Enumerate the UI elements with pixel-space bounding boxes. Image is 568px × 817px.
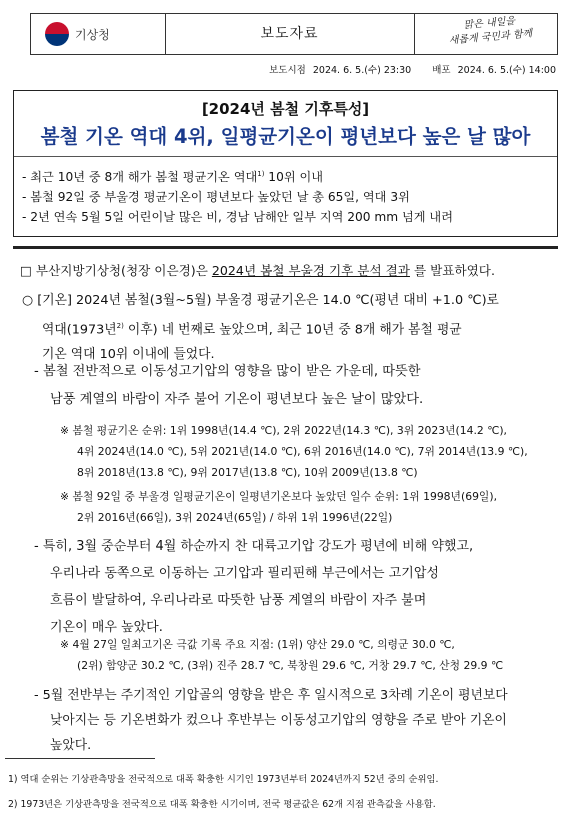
footnote-divider bbox=[5, 758, 155, 759]
main-title: 봄철 기온 역대 4위, 일평균기온이 평년보다 높은 날 많아 bbox=[40, 125, 531, 148]
temperature-paragraph: ○ [기온] 2024년 봄철(3월~5월) 부울경 평균기온은 14.0 ℃(평년 대비 +1.0 ℃)로 역대(1973년$^{2)}$ 이후) 네 번째로 높았으며, 최근 10년 중 8개 해가 봄철 평균 기온 역대 10위 이내에 들었다. bbox=[22, 293, 499, 363]
summary-bullet: - 봄철 92일 중 부울경 평균기온이 평년보다 높았던 날 총 65일, 역대 3위 bbox=[22, 190, 410, 205]
agency-logo bbox=[45, 22, 110, 46]
release-label: 보도시점 bbox=[269, 65, 306, 76]
slogan bbox=[425, 11, 555, 50]
summary-bullet: - 2년 연속 5월 5일 어린이날 많은 비, 경남 남해안 일부 지역 200 mm 넘게 내려 bbox=[22, 210, 453, 225]
subtitle: [2024년 봄철 기후특성] bbox=[201, 100, 370, 118]
summary-bullet: - 최근 10년 중 8개 해가 봄철 평균기온 역대$^{1)}$ 10위 이내 bbox=[22, 170, 324, 185]
slogan-line: 새롭게 국민과 함께 bbox=[448, 28, 533, 47]
note-ranking: ※ 봄철 평균기온 순위: 1위 1998년(14.4 ℃), 2위 2022년(14.3 ℃), 3위 2023년(14.2 ℃), 4위 2024년(14.0 ℃), 5위 2021년(14.0 ℃), 6위 2016년(14.0 ℃), 7위 2014년(13.9 ℃), 8위 2018년(13.8 ℃), 9위 2017년(13.8 ℃), 10위 2009년(13.8 ℃) bbox=[60, 424, 528, 479]
distribution-label: 배포 bbox=[432, 65, 451, 76]
header-divider bbox=[414, 14, 415, 54]
press-release-title: 보도자료 bbox=[260, 26, 319, 42]
summary-bullets bbox=[22, 164, 552, 227]
header-box bbox=[30, 13, 558, 55]
footnote: 2) 1973년은 기상관측망을 전국적으로 대폭 확충한 시기이며, 전국 평균값은 62개 지점 관측값을 사용함. bbox=[8, 799, 436, 810]
note-warm-days: ※ 봄철 92일 중 부울경 일평균기온이 일평년기온보다 높았던 일수 순위: 1위 1998년(69일), 2위 2016년(66일), 3위 2024년(65일) / 하위 1위 1996년(22일) bbox=[60, 490, 498, 524]
distribution-time: 2024. 6. 5.(수) 14:00 bbox=[457, 65, 556, 76]
sub-paragraph: - 5월 전반부는 주기적인 기압골의 영향을 받은 후 일시적으로 3차례 기온이 평년보다 낮아지는 등 기온변화가 컸으나 후반부는 이동성고기압의 영향을 주로 받아 기온이 높았다. bbox=[34, 688, 508, 753]
sub-paragraph: - 특히, 3월 중순부터 4월 하순까지 찬 대륙고기압 강도가 평년에 비해 약했고, 우리나라 동쪽으로 이동하는 고기압과 필리핀해 부근에서는 고기압성 흐름이 발달하여, 우리나라로 따뜻한 남풍 계열의 바람이 자주 불며 기온이 매우 높았다. bbox=[34, 539, 474, 635]
taeguk-icon bbox=[45, 22, 69, 46]
intro-paragraph: □ 부산지방기상청(청장 이은경)은 2024년 봄철 부울경 기후 분석 결과 를 발표하였다. bbox=[20, 263, 495, 278]
release-info bbox=[265, 62, 556, 76]
slogan-line: 맑은 내일을 bbox=[463, 15, 516, 32]
agency-name: 기상청 bbox=[75, 27, 110, 42]
intro-highlight: 2024년 봄철 부울경 기후 분석 결과 bbox=[211, 263, 410, 278]
title-box bbox=[13, 90, 558, 237]
title-divider bbox=[14, 156, 557, 157]
note-record-highs: ※ 4월 27일 일최고기온 극값 기록 주요 지점: (1위) 양산 29.0 ℃, 의령군 30.0 ℃, (2위) 함양군 30.2 ℃, (3위) 진주 28.7 ℃, 북창원 29.6 ℃, 거창 29.7 ℃, 산청 29.9 ℃ bbox=[60, 638, 504, 672]
footnote: 1) 역대 순위는 기상관측망을 전국적으로 대폭 확충한 시기인 1973년부터 2024년까지 52년 중의 순위임. bbox=[8, 774, 439, 785]
release-time: 2024. 6. 5.(수) 23:30 bbox=[312, 65, 412, 76]
section-divider bbox=[13, 246, 558, 249]
sub-paragraph: - 봄철 전반적으로 이동성고기압의 영향을 많이 받은 가운데, 따뜻한 남풍 계열의 바람이 자주 불어 기온이 평년보다 높은 날이 많았다. bbox=[34, 364, 424, 407]
footnotes bbox=[8, 767, 438, 817]
